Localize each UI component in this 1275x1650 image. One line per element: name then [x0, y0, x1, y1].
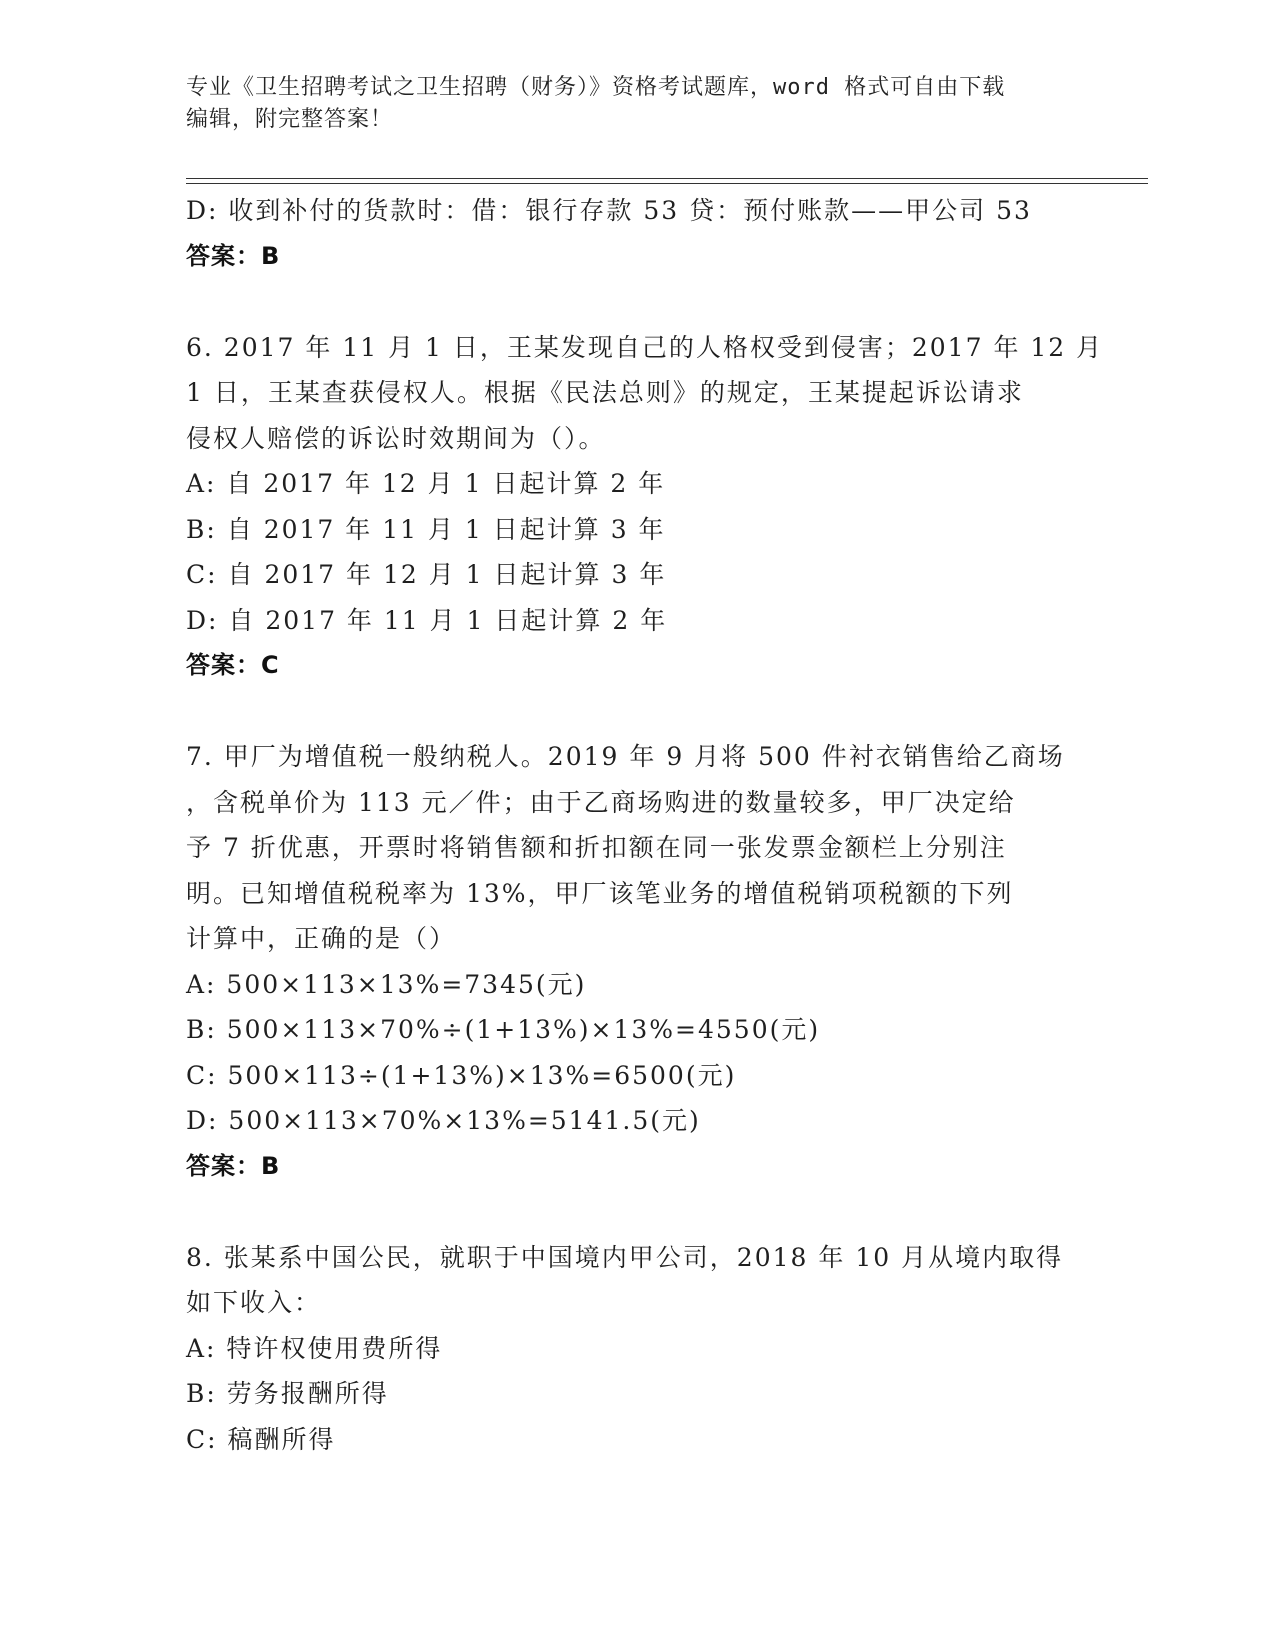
q6-option-d: D: 自 2017 年 11 月 1 日起计算 2 年 — [186, 605, 668, 635]
header-line-1: 专业《卫生招聘考试之卫生招聘（财务）》资格考试题库，word 格式可自由下载 — [186, 75, 1006, 100]
q7-stem-line: 明。已知增值税税率为 13%，甲厂该笔业务的增值税销项税额的下列 — [186, 878, 1014, 908]
q7-answer: 答案：B — [186, 1151, 281, 1180]
spacer — [186, 279, 1086, 325]
header-line-2: 编辑，附完整答案！ — [186, 107, 394, 132]
q8-option-b: B: 劳务报酬所得 — [186, 1379, 389, 1408]
document-header — [186, 72, 1066, 136]
q7-stem-line: 计算中，正确的是（） — [186, 924, 457, 953]
q8-option-a: A: 特许权使用费所得 — [186, 1333, 443, 1363]
q8-option-c: C: 稿酬所得 — [186, 1424, 336, 1454]
q8-stem-line: 如下收入： — [186, 1288, 322, 1317]
question-content — [186, 188, 1104, 1462]
q6-stem-line: 侵权人赔偿的诉讼时效期间为（）。 — [186, 423, 606, 453]
q8-stem-line: 8. 张某系中国公民，就职于中国境内甲公司，2018 年 10 月从境内取得 — [186, 1242, 1064, 1272]
header-divider-bottom — [186, 183, 1148, 184]
header-divider-top — [186, 178, 1148, 179]
q7-stem-line: ，含税单价为 113 元／件；由于乙商场购进的数量较多，甲厂决定给 — [186, 787, 1016, 817]
q7-stem-line: 7. 甲厂为增值税一般纳税人。2019 年 9 月将 500 件衬衣销售给乙商场 — [186, 742, 1065, 771]
question-7 — [186, 734, 1086, 1189]
q7-stem-line: 予 7 折优惠，开票时将销售额和折扣额在同一张发票金额栏上分别注 — [186, 833, 1007, 862]
q5-answer: 答案：B — [186, 241, 281, 270]
question-6 — [186, 325, 1104, 689]
question-8 — [186, 1235, 1086, 1463]
spacer — [186, 689, 1086, 735]
q7-option-d: D: 500×113×70%×13%=5141.5(元) — [186, 1106, 701, 1135]
q6-stem-line: 1 日，王某查获侵权人。根据《民法总则》的规定，王某提起诉讼请求 — [186, 378, 1024, 407]
q6-option-a: A: 自 2017 年 12 月 1 日起计算 2 年 — [186, 469, 666, 498]
q7-option-b: B: 500×113×70%÷(1+13%)×13%=4550(元) — [186, 1015, 821, 1044]
spacer — [186, 1189, 1086, 1235]
q6-option-b: B: 自 2017 年 11 月 1 日起计算 3 年 — [186, 514, 666, 544]
q7-option-c: C: 500×113÷(1+13%)×13%=6500(元) — [186, 1060, 737, 1090]
q7-option-a: A: 500×113×13%=7345(元) — [186, 969, 587, 999]
q6-stem-line: 6. 2017 年 11 月 1 日，王某发现自己的人格权受到侵害；2017 年 12 月 — [186, 332, 1104, 362]
q6-option-c: C: 自 2017 年 12 月 1 日起计算 3 年 — [186, 560, 667, 589]
q5-option-d: D: 收到补付的货款时：借：银行存款 53 贷：预付账款——甲公司 53 — [186, 196, 1032, 225]
q6-answer: 答案：C — [186, 651, 280, 679]
